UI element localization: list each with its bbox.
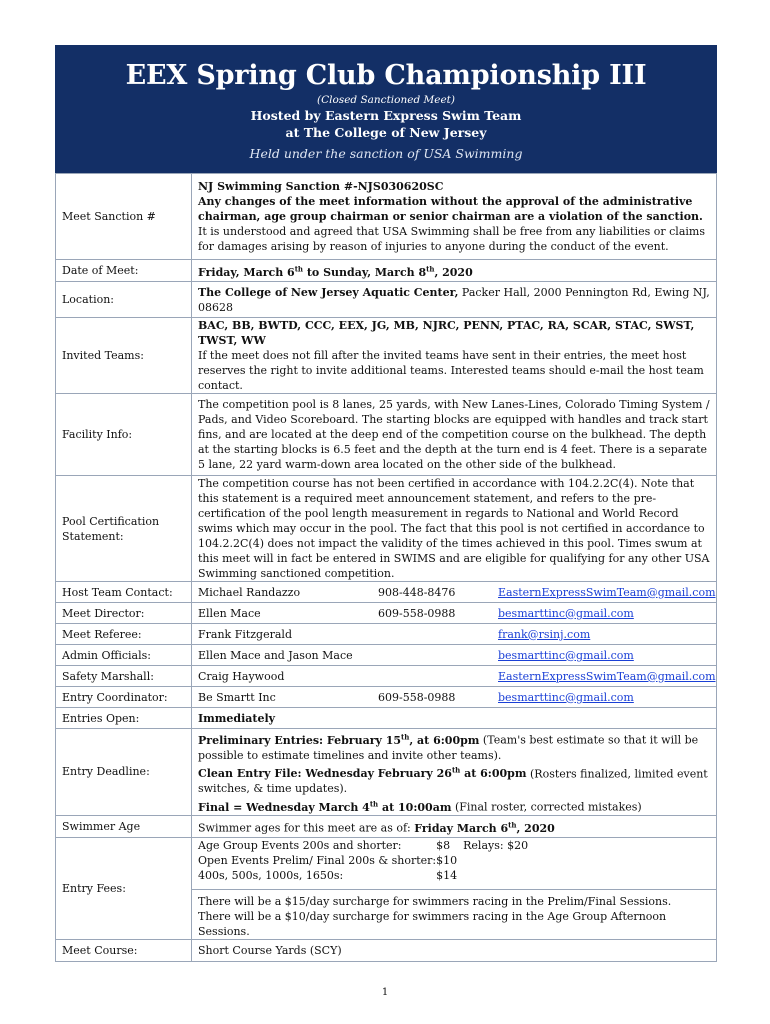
- contact-phone: [378, 648, 498, 663]
- deadline-final: Final = Wednesday March 4th at 10:00am (Final roster, corrected mistakes): [198, 799, 642, 814]
- page-number: 1: [381, 987, 389, 998]
- value-entries-open: Immediately: [192, 708, 717, 729]
- fee-desc: 400s, 500s, 1000s, 1650s:: [198, 868, 344, 882]
- label-entry-fees: Entry Fees:: [56, 837, 192, 939]
- label-location: Location:: [56, 282, 192, 318]
- row-entries-open: [56, 708, 717, 729]
- contact-phone: 609-558-0988: [378, 606, 456, 620]
- surcharge-1: There will be a $15/day surcharge for swimmers racing in the Prelim/Final Sessions.: [198, 894, 672, 908]
- label-course: Meet Course:: [56, 939, 192, 961]
- contact-phone: [378, 627, 498, 642]
- contact-email-link[interactable]: EasternExpressSwimTeam@gmail.com: [498, 585, 716, 599]
- label-date: Date of Meet:: [56, 260, 192, 282]
- contact-email-link[interactable]: besmarttinc@gmail.com: [498, 690, 634, 704]
- value-entry-fees: [192, 837, 717, 939]
- row-date: [56, 260, 717, 282]
- contact-label: Host Team Contact:: [56, 582, 192, 603]
- sanction-number: NJ Swimming Sanction #-NJS030620SC: [198, 180, 444, 193]
- contact-label: Meet Referee:: [56, 624, 192, 645]
- row-invited-teams: [56, 318, 717, 394]
- row-contact: [56, 582, 717, 603]
- fee-price: $10: [436, 853, 458, 867]
- row-location: [56, 282, 717, 318]
- label-meet-sanction: Meet Sanction #: [56, 174, 192, 260]
- value-entry-deadline: [192, 729, 717, 816]
- contact-email-link[interactable]: frank@rsinj.com: [498, 627, 591, 641]
- contact-label: Entry Coordinator:: [56, 687, 192, 708]
- row-contact: [56, 645, 717, 666]
- contact-email-link[interactable]: besmarttinc@gmail.com: [498, 606, 634, 620]
- invited-team-list: BAC, BB, BWTD, CCC, EEX, JG, MB, NJRC, PENN, PTAC, RA, SCAR, STAC, SWST, TWST, WW: [198, 319, 695, 347]
- value-location: The College of New Jersey Aquatic Center, Packer Hall, 2000 Pennington Rd, Ewing NJ, 08628: [192, 282, 717, 318]
- contact-name: Frank Fitzgerald: [198, 627, 292, 641]
- contact-name: Be Smartt Inc: [198, 690, 276, 704]
- meet-document: [55, 45, 717, 962]
- value-meet-sanction: [192, 174, 717, 260]
- label-swimmer-age: Swimmer Age: [56, 815, 192, 837]
- row-contact: [56, 603, 717, 624]
- fee-desc: Open Events Prelim/ Final 200s & shorter:: [198, 853, 437, 867]
- contact-name: Craig Haywood: [198, 669, 285, 683]
- value-facility: The competition pool is 8 lanes, 25 yards, with New Lanes-Lines, Colorado Timing System / Pads, and Video Scoreboard. The starting blocks are equipped with handles and track start fins, and are located at the deep end of the competition course on the bulkhead. The depth at the starting blocks is 6.5 feet and the depth at the turn end is 4 feet. There is a separate 5 lane, 22 yard warm-down area located on the other side of the bulkhead.: [192, 394, 717, 476]
- sanction-liability: It is understood and agreed that USA Swimming shall be free from any liabilities or claims for damages arising by reason of injuries to anyone during the conduct of the event.: [198, 225, 705, 253]
- row-swimmer-age: [56, 815, 717, 837]
- label-certification: Pool Certification Statement:: [56, 476, 192, 582]
- invited-note: If the meet does not fill after the invited teams have sent in their entries, the meet host reserves the right to invite additional teams. Interested teams should e-mail the host team contact.: [198, 349, 704, 392]
- contact-label: Meet Director:: [56, 603, 192, 624]
- contact-phone: 908-448-8476: [378, 585, 456, 599]
- label-facility: Facility Info:: [56, 394, 192, 476]
- sanction-line: Held under the sanction of USA Swimming: [249, 146, 523, 161]
- row-entry-fees: [56, 837, 717, 939]
- value-date: Friday, March 6th to Sunday, March 8th, 2020: [192, 260, 717, 282]
- contact-name: Ellen Mace: [198, 606, 261, 620]
- contact-phone: 609-558-0988: [378, 690, 456, 704]
- contact-name: Ellen Mace and Jason Mace: [198, 648, 353, 662]
- row-facility: [56, 394, 717, 476]
- row-entry-deadline: [56, 729, 717, 816]
- label-entries-open: Entries Open:: [56, 708, 192, 729]
- meet-title: EEX Spring Club Championship III: [125, 60, 647, 91]
- host-line-2: at The College of New Jersey: [285, 125, 487, 140]
- contact-name: Michael Randazzo: [198, 585, 301, 599]
- meet-subtitle: (Closed Sanctioned Meet): [317, 94, 455, 106]
- value-swimmer-age: Swimmer ages for this meet are as of: Friday March 6th, 2020: [192, 815, 717, 837]
- row-meet-sanction: [56, 174, 717, 260]
- surcharge-2: There will be a $10/day surcharge for swimmers racing in the Age Group Afternoon Sessions.: [198, 909, 667, 938]
- contact-label: Admin Officials:: [56, 645, 192, 666]
- row-contact: [56, 624, 717, 645]
- value-certification: The competition course has not been certified in accordance with 104.2.2C(4). Note that this statement is a required meet announcement statement, and refers to the pre-certification of the pool length measurement in regards to National and World Record swims which may occur in the pool. The fact that this pool is not certified in accordance to 104.2.2C(4) does not impact the validity of the times achieved in this pool. Times swum at this meet will in fact be entered in SWIMS and are eligible for qualifying for any other USA Swimming sanctioned competition.: [192, 476, 717, 582]
- deadline-prelim: Preliminary Entries: February 15th, at 6:00pm (Team's best estimate so that it will be possible to estimate timelines and invite other teams).: [198, 732, 699, 762]
- contact-email-link[interactable]: besmarttinc@gmail.com: [498, 648, 634, 662]
- label-entry-deadline: Entry Deadline:: [56, 729, 192, 816]
- deadline-clean: Clean Entry File: Wednesday February 26th at 6:00pm (Rosters finalized, limited event switches, & time updates).: [198, 765, 708, 796]
- contact-phone: [378, 669, 498, 684]
- row-contact: [56, 687, 717, 708]
- label-invited-teams: Invited Teams:: [56, 318, 192, 394]
- row-contact: [56, 666, 717, 687]
- fee-price: $8: [436, 838, 451, 852]
- fee-desc: Age Group Events 200s and shorter:: [198, 838, 402, 852]
- header-banner: [55, 45, 717, 173]
- fee-price: $14: [436, 868, 458, 882]
- contact-label: Safety Marshall:: [56, 666, 192, 687]
- row-course: [56, 939, 717, 961]
- value-course: Short Course Yards (SCY): [192, 939, 717, 961]
- relay-fee: Relays: $20: [463, 838, 529, 852]
- row-certification: [56, 476, 717, 582]
- sanction-warning: Any changes of the meet information without the approval of the administrative chairman, age group chairman or senior chairman are a violation of the sanction.: [198, 195, 703, 223]
- host-line-1: Hosted by Eastern Express Swim Team: [250, 108, 522, 123]
- fee-schedule: [192, 838, 716, 890]
- meet-info-table: [55, 173, 717, 962]
- contact-email-link[interactable]: EasternExpressSwimTeam@gmail.com: [498, 669, 716, 683]
- value-invited-teams: [192, 318, 717, 394]
